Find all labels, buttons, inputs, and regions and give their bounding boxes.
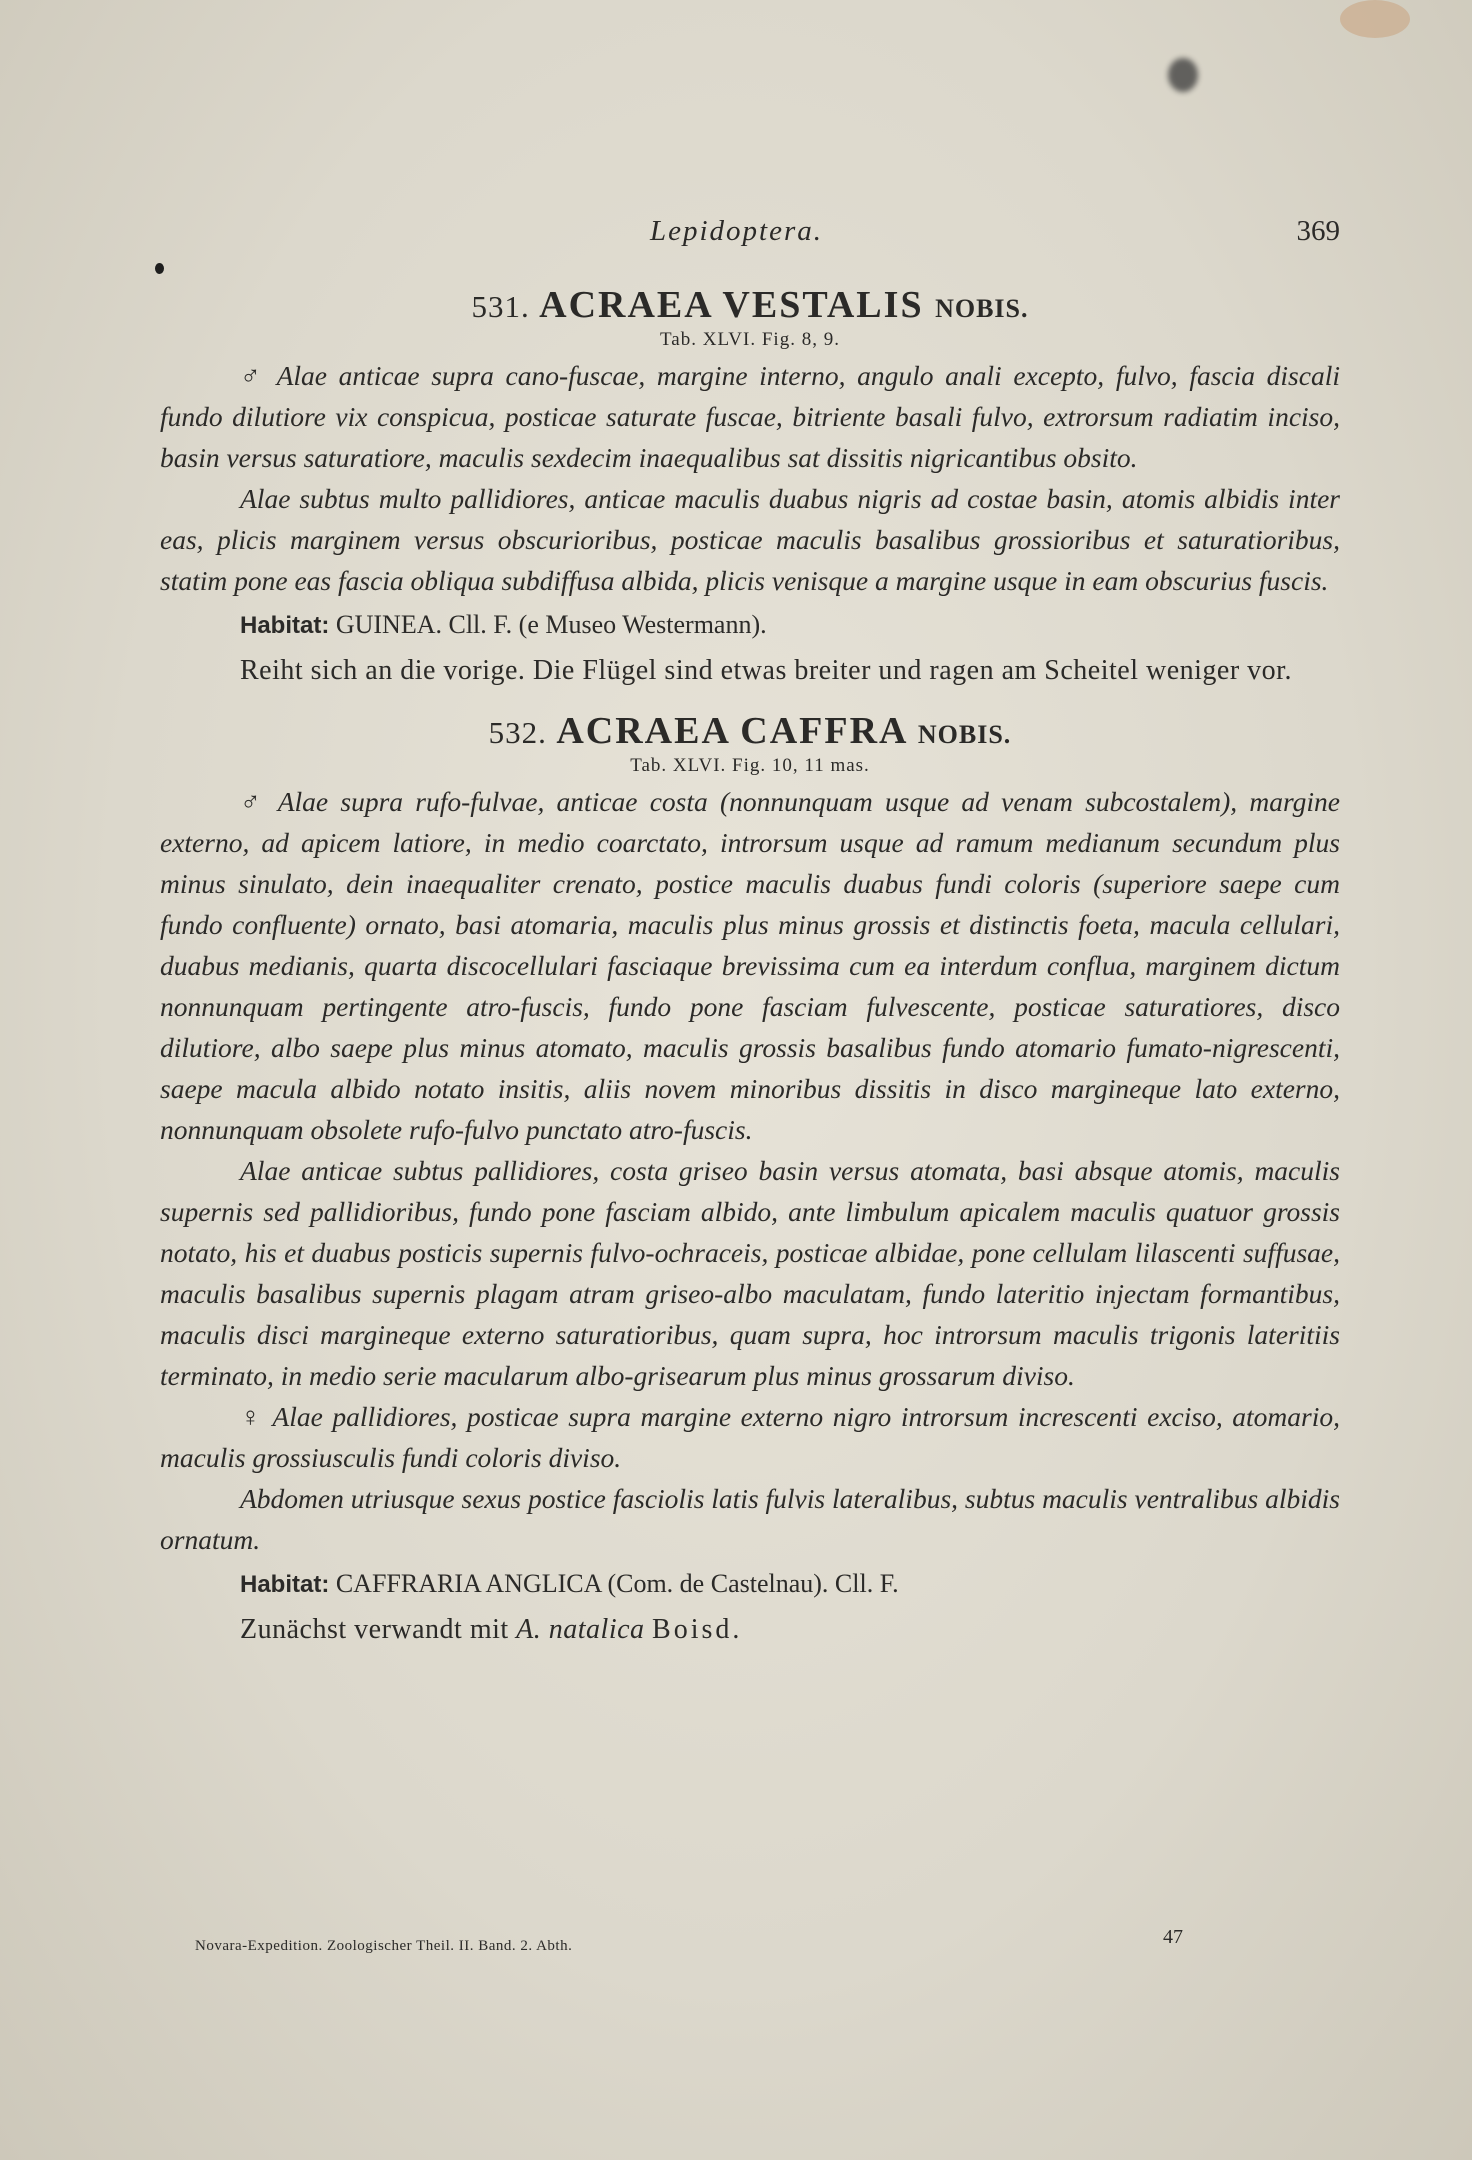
- plate-reference: Tab. XLVI. Fig. 10, 11 mas.: [630, 755, 870, 776]
- description-text: Alae anticae supra cano-fuscae, margine interno, angulo anali excepto, fulvo, fascia discali fundo dilutiore vix conspicua, posticae saturate fuscae, bitriente basali fulvo, extrorsum radiatim inciso, basin versus saturatiore, maculis sexdecim inaequalibus sat dissitis nigricantibus obsito.: [160, 360, 1340, 473]
- remark-species: A. natalica: [516, 1614, 645, 1645]
- footer-imprint: Novara-Expedition. Zoologischer Theil. II. Band. 2. Abth.: [195, 1938, 573, 1954]
- ink-blot: [1168, 58, 1198, 92]
- habitat-line: [240, 1564, 1340, 1605]
- description-paragraph: [160, 1396, 1340, 1478]
- remark-author: Boisd.: [652, 1614, 743, 1645]
- species-author: NOBIS.: [935, 294, 1029, 323]
- species-name: ACRAEA VESTALIS: [539, 284, 924, 326]
- habitat-label: Habitat:: [240, 612, 330, 639]
- description-text: Alae supra rufo-fulvae, anticae costa (nonnunquam usque ad venam subcostalem), margine externo, ad apicem latiore, in medio coarctato, introrsum usque ad ramum medianum secundum plus minus sinulato, dein inaequaliter crenato, postice maculis duabus fundi coloris (superiore saepe cum fundo confluente) ornato, basi atomaria, maculis plus minus grossis et distinctis foeta, macula cellulari, duabus medianis, quarta discocellulari fasciaque brevissima cum ea interdum conflua, marginem dictum nonnunquam pertingente atro-fuscis, fundo pone fasciam fulvescente, posticae saturatiores, disco dilutiore, albo saepe plus minus atomato, maculis grossis basalibus fundo atomario fumato-nigrescenti, saepe macula albido notato insitis, aliis novem minoribus dissitis in disco margineque lato externo, nonnunquam obsolete rufo-fulvo punctato atro-fuscis.: [160, 786, 1340, 1145]
- species-heading-531: [160, 283, 1340, 327]
- habitat-text: CAFFRARIA ANGLICA (Com. de Castelnau). Cll. F.: [335, 1569, 899, 1598]
- description-paragraph: Alae subtus multo pallidiores, anticae maculis duabus nigris ad costae basin, atomis albidis inter eas, plicis marginem versus obscurioribus, posticae maculis basalibus grossioribus et saturatioribus, statim pone eas fascia obliqua subdiffusa albida, plicis venisque a margine usque in eam obscurius fuscis.: [160, 483, 1340, 596]
- species-number: 531.: [471, 289, 530, 324]
- remark-paragraph: [160, 1609, 1340, 1650]
- species-heading-532: [160, 709, 1340, 753]
- running-title: Lepidoptera.: [650, 215, 824, 247]
- page-number: 369: [1296, 215, 1340, 247]
- species-name: ACRAEA CAFFRA: [556, 710, 907, 752]
- description-paragraph: Abdomen utriusque sexus postice fasciolis latis fulvis lateralibus, subtus maculis ventralibus albidis ornatum.: [160, 1483, 1340, 1555]
- description-paragraph: [160, 781, 1340, 1150]
- habitat-label: Habitat:: [240, 1571, 330, 1598]
- habitat-text: GUINEA. Cll. F. (e Museo Westermann).: [335, 610, 767, 639]
- plate-reference: Tab. XLVI. Fig. 8, 9.: [660, 329, 840, 350]
- species-number: 532.: [488, 715, 547, 750]
- stain-mark: [1340, 0, 1410, 38]
- description-paragraph: [160, 355, 1340, 478]
- male-symbol: ♂: [240, 360, 266, 391]
- species-author: NOBIS.: [917, 720, 1012, 749]
- running-head: [160, 215, 1340, 265]
- habitat-line: [240, 605, 1340, 646]
- description-text: Alae pallidiores, posticae supra margine externo nigro introrsum increscenti exciso, atomario, maculis grossiusculis fundi coloris diviso.: [160, 1401, 1340, 1473]
- signature-mark: 47: [1163, 1926, 1183, 1948]
- remark-paragraph: Reiht sich an die vorige. Die Flügel sind etwas breiter und ragen am Scheitel weniger vor.: [240, 655, 1292, 686]
- remark-text: Zunächst verwandt mit: [240, 1614, 509, 1645]
- male-symbol: ♂: [240, 786, 266, 817]
- female-symbol: ♀: [240, 1401, 264, 1432]
- description-paragraph: Alae anticae subtus pallidiores, costa griseo basin versus atomata, basi absque atomis, maculis supernis sed pallidioribus, fundo pone fasciam albido, ante limbulum apicalem maculis quatuor grossis notato, his et duabus posticis supernis fulvo-ochraceis, posticae albidae, pone cellulam lilascenti suffusae, maculis basalibus supernis plagam atram griseo-albo maculatam, fundo lateritio injectam formantibus, maculis disci margineque externo saturatioribus, quam supra, hoc introrsum maculis trigonis lateritiis terminato, in medio serie macularum albo-grisearum plus minus grossarum diviso.: [160, 1155, 1340, 1391]
- page-content: [160, 215, 1340, 1650]
